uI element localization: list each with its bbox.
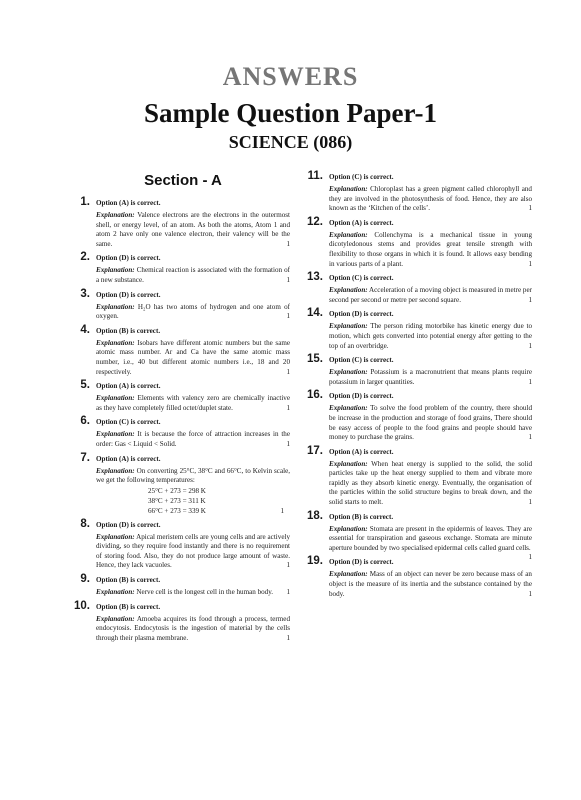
mark-value: 1 xyxy=(528,498,532,507)
explanation-label: Explanation: xyxy=(96,302,135,311)
option-answer: Option (C) is correct. xyxy=(329,274,394,283)
option-answer: Option (D) is correct. xyxy=(96,254,161,263)
explanation-text: When heat energy is supplied to the solid, the solid particles take up the heat energy supplied to them and vibrate more rapidly as they absorb kinetic energy. Eventually, the organisation of the particles within the solid structure begins to break down, and the solid starts to melt. xyxy=(329,459,532,507)
explanation-label: Explanation: xyxy=(329,368,368,377)
right-column xyxy=(309,172,532,603)
explanation-label: Explanation: xyxy=(329,185,368,193)
question-item xyxy=(76,253,290,285)
option-answer: Option (A) is correct. xyxy=(96,382,161,391)
explanation-label: Explanation: xyxy=(96,338,135,347)
question-number: 15. xyxy=(307,353,323,366)
option-answer: Option (B) is correct. xyxy=(96,576,161,585)
question-item xyxy=(309,391,532,442)
temperature-value: 66°C + 273 = 339 K xyxy=(148,506,206,515)
mark-value: 1 xyxy=(286,403,290,412)
option-answer: Option (D) is correct. xyxy=(329,558,394,567)
question-number: 16. xyxy=(307,389,323,402)
option-answer: Option (C) is correct. xyxy=(329,173,394,181)
mark-value: 1 xyxy=(528,295,532,304)
explanation xyxy=(329,404,532,442)
explanation xyxy=(96,339,290,377)
question-number: 18. xyxy=(307,509,323,522)
option-answer: Option (C) is correct. xyxy=(329,356,394,365)
question-number: 7. xyxy=(80,451,90,464)
question-item xyxy=(309,309,532,351)
question-item xyxy=(76,417,290,449)
explanation-text: Acceleration of a moving object is measured in metre per second per second or metre per second square. xyxy=(329,286,532,304)
explanation xyxy=(96,615,290,644)
explanation-text: To solve the food problem of the country, there should be increase in the production and storage of food grains, There should be easy access of people to the food grains and people should have money to purchase the grains. xyxy=(329,404,532,442)
explanation-label: Explanation: xyxy=(96,614,135,623)
explanation-text: Apical meristem cells are young cells and are actively dividing, so they require food instantly and there is no requirement of storing food. Also, they do not produce large amount of waste. Hence, they lack vacuoles. xyxy=(96,532,290,570)
explanation-label: Explanation: xyxy=(329,459,368,468)
explanation-label: Explanation: xyxy=(96,588,135,597)
question-number: 10. xyxy=(74,599,90,612)
option-answer: Option (C) is correct. xyxy=(96,418,161,427)
question-item xyxy=(74,599,290,644)
explanation-label: Explanation: xyxy=(96,266,135,275)
section-title: Section - A xyxy=(144,172,222,189)
option-answer: Option (A) is correct. xyxy=(329,218,394,227)
question-number: 1. xyxy=(80,196,90,208)
mark-value: 1 xyxy=(286,275,290,284)
explanation-label: Explanation: xyxy=(329,570,368,579)
mark-value: 1 xyxy=(528,204,532,213)
option-answer: Option (B) is correct. xyxy=(329,512,394,521)
explanation-text: Mass of an object can never be zero because mass of an object is the measure of its inertia and the substance contained by the body. xyxy=(329,570,532,598)
question-item xyxy=(76,198,290,249)
option-answer: Option (D) is correct. xyxy=(96,520,161,529)
explanation-text: Collenchyma is a mechanical tissue in young dicotyledonous stems and provides great tensile strength with flexibility to those organs in which it is found. It allows easy bending in various parts of a plant. xyxy=(329,230,532,268)
option-answer: Option (A) is correct. xyxy=(96,454,161,463)
question-item xyxy=(309,172,532,214)
option-answer: Option (D) is correct. xyxy=(96,290,161,299)
explanation xyxy=(96,533,290,571)
explanation xyxy=(96,394,290,413)
question-number: 17. xyxy=(307,444,323,457)
explanation-text: Amoeba acquires its food through a process, termed endocytosis. Endocytosis is the ingestion of material by the cells through their plasma membrane. xyxy=(96,614,290,642)
paper-title: Sample Question Paper-1 xyxy=(144,98,437,128)
mark-value: 1 xyxy=(528,433,532,442)
answers-heading: ANSWERS xyxy=(222,62,359,91)
mark-value: 1 xyxy=(286,561,290,570)
explanation-text: Isobars have different atomic numbers but the same atomic mass number. Ar and Ca have the same atomic mass number, i.e., 40 but different atomic numbers i.e., 18 and 20 respectively. xyxy=(96,338,291,376)
mark-value: 1 xyxy=(286,633,290,642)
option-answer: Option (A) is correct. xyxy=(329,447,394,456)
explanation-text: Chemical reaction is associated with the formation of a new substance. xyxy=(96,266,291,284)
explanation xyxy=(329,286,532,305)
left-column xyxy=(76,172,290,647)
option-answer: Option (B) is correct. xyxy=(96,602,161,611)
explanation-text: Elements with valency zero are chemically inactive as they have completely filled octet/duplet state. xyxy=(96,394,290,412)
question-number: 4. xyxy=(80,323,90,336)
mark-value: 1 xyxy=(286,312,290,321)
mark-value: 1 xyxy=(286,239,290,248)
explanation-label: Explanation: xyxy=(329,404,368,413)
option-answer: Option (B) is correct. xyxy=(96,326,161,335)
explanation xyxy=(96,266,290,285)
explanation-text: Nerve cell is the longest cell in the human body. xyxy=(136,588,274,597)
temperature-value: 25°C + 273 = 298 K xyxy=(148,486,206,495)
explanation xyxy=(96,588,290,598)
question-item xyxy=(307,444,532,508)
explanation xyxy=(96,430,290,449)
question-number: 13. xyxy=(307,271,323,284)
explanation-label: Explanation: xyxy=(329,524,368,533)
question-number: 9. xyxy=(80,573,90,586)
explanation-text: Stomata are present in the epidermis of leaves. They are essential for transpiration and gaseous exchange. Stomata are minute aperture bounded by two specialised epidermal cells called guard cells. xyxy=(329,524,532,552)
explanation-label: Explanation: xyxy=(96,430,135,439)
subject-title: SCIENCE (086) xyxy=(228,132,353,152)
question-item xyxy=(309,273,532,305)
explanation xyxy=(96,303,290,322)
explanation xyxy=(329,460,532,508)
mark-value: 1 xyxy=(286,367,290,376)
explanation-label: Explanation: xyxy=(329,322,368,331)
explanation-label: Explanation: xyxy=(96,466,135,475)
option-answer: Option (A) is correct. xyxy=(96,199,161,207)
question-number: 12. xyxy=(307,215,323,228)
explanation-text: Valence electrons are the electrons in the outermost shell, or energy level, of an atom. As both the atoms, Atom 1 and atom 2 have only one valence electron, their valency will be the same. xyxy=(96,211,290,248)
mark-value: 1 xyxy=(280,506,284,515)
explanation-label: Explanation: xyxy=(96,532,135,541)
explanation-label: Explanation: xyxy=(96,394,135,403)
mark-value: 1 xyxy=(528,553,532,562)
question-item xyxy=(76,575,290,598)
question-number: 3. xyxy=(80,287,90,300)
temperature-line xyxy=(148,486,290,496)
mark-value: 1 xyxy=(528,259,532,268)
temperature-list xyxy=(96,486,290,516)
question-item xyxy=(309,557,532,599)
explanation xyxy=(329,368,532,387)
question-item xyxy=(307,215,532,269)
temperature-line xyxy=(148,506,290,516)
explanation xyxy=(329,524,532,562)
explanation-text: Potassium is a macronutrient that means plants require potassium in larger quantities. xyxy=(329,368,532,386)
question-number: 2. xyxy=(80,251,90,264)
question-number: 11. xyxy=(307,170,323,182)
explanation-label: Explanation: xyxy=(329,286,368,295)
question-item xyxy=(76,323,291,377)
mark-value: 1 xyxy=(528,341,532,350)
option-answer: Option (D) is correct. xyxy=(329,310,394,319)
question-item xyxy=(309,355,532,387)
explanation xyxy=(329,570,532,599)
mark-value: 1 xyxy=(528,377,532,386)
explanation-text: The person riding motorbike has kinetic energy due to motion, which gets converted into potential energy after getting to the top of an overbridge. xyxy=(329,322,532,350)
mark-value: 1 xyxy=(528,589,532,598)
question-item xyxy=(76,451,290,516)
explanation-text: H₂O has two atoms of hydrogen and one atom of oxygen. xyxy=(96,302,290,321)
explanation xyxy=(96,467,290,486)
explanation xyxy=(329,185,532,214)
question-number: 19. xyxy=(307,555,323,568)
mark-value: 1 xyxy=(286,439,290,448)
question-number: 8. xyxy=(80,517,90,530)
explanation-text: On converting 25°C, 38°C and 66°C, to Kelvin scale, we get the following temperatures: xyxy=(96,466,290,485)
explanation-label: Explanation: xyxy=(329,230,368,239)
question-number: 14. xyxy=(307,307,323,320)
temperature-line xyxy=(148,496,290,506)
explanation-label: Explanation: xyxy=(96,211,135,219)
question-number: 5. xyxy=(80,379,90,392)
option-answer: Option (D) is correct. xyxy=(329,392,394,401)
temperature-value: 38°C + 273 = 311 K xyxy=(148,496,206,505)
explanation xyxy=(329,322,532,351)
question-number: 6. xyxy=(80,415,90,428)
explanation xyxy=(96,211,290,249)
explanation xyxy=(329,231,532,269)
mark-value: 1 xyxy=(286,588,290,597)
question-item xyxy=(76,287,290,322)
question-item xyxy=(76,381,290,413)
explanation-text: Chloroplast has a green pigment called chlorophyll and they are involved in the photosynthesis of food. Hence, they are also known as the ‘Kitchen of the cells’. xyxy=(329,185,532,213)
question-item xyxy=(76,517,290,571)
explanation-text: It is because the force of attraction increases in the order: Gas < Liquid < Solid. xyxy=(96,430,290,448)
